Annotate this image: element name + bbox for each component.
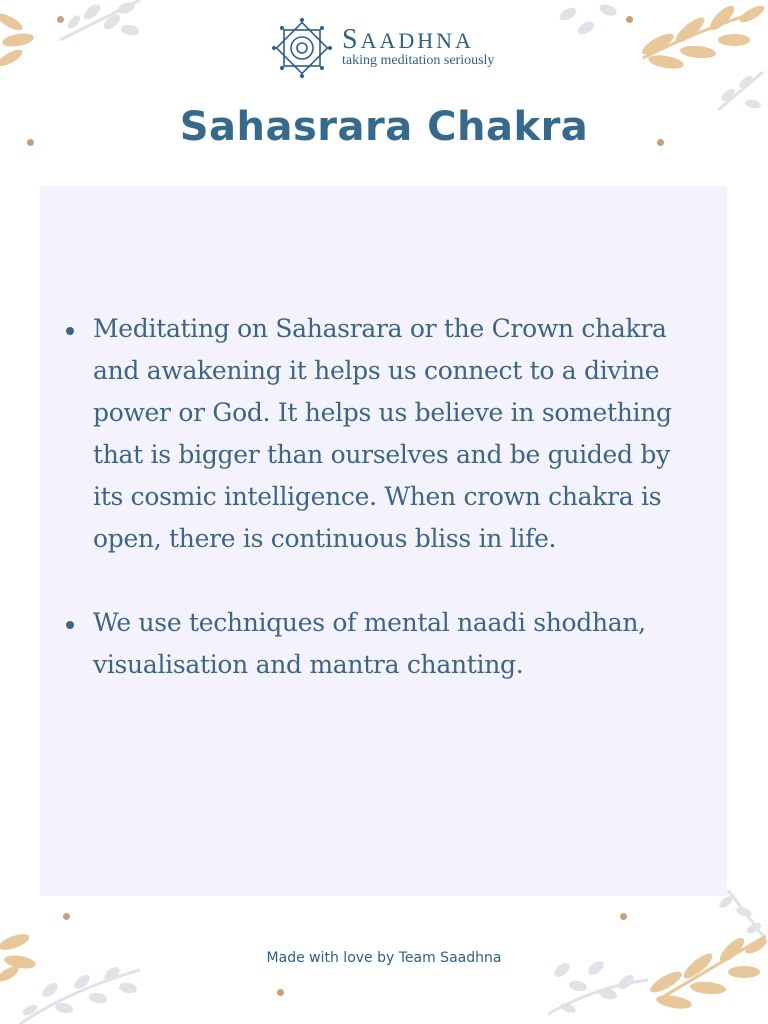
brand-name	[342, 23, 494, 55]
brand-name-rest: AADHNA	[360, 27, 474, 53]
list-item	[66, 602, 686, 686]
content-panel	[40, 186, 727, 896]
mandala-logo-icon	[270, 16, 334, 80]
brand-initial: S	[342, 23, 361, 55]
leaf-branch-top-right-icon	[548, 0, 768, 120]
decorative-dot	[63, 913, 70, 920]
list-item	[66, 308, 686, 560]
page-title: Sahasrara Chakra	[179, 104, 589, 150]
bullet-list	[66, 308, 686, 728]
leaf-branch-bottom-left-icon	[0, 920, 160, 1024]
decorative-dot	[620, 913, 627, 920]
footer-credit: Made with love by Team Saadhna	[266, 950, 502, 966]
bullet-text: We use techniques of mental naadi shodhan, visualisation and mantra chanting.	[93, 608, 646, 679]
bullet-icon	[66, 327, 74, 335]
decorative-dot	[626, 16, 633, 23]
bullet-icon	[66, 621, 74, 629]
bullet-text: Meditating on Sahasrara or the Crown chakra and awakening it helps us connect to a divine power or God. It helps us believe in something that is bigger than ourselves and be guided by its cosmic intelligence. When crown chakra is open, there is continuous bliss in life.	[93, 314, 672, 553]
brand-logo	[270, 16, 494, 80]
leaf-branch-top-left-icon	[0, 0, 150, 80]
decorative-dot	[57, 16, 64, 23]
decorative-dot	[277, 989, 284, 996]
brand-tagline: taking meditation seriously	[342, 52, 495, 68]
